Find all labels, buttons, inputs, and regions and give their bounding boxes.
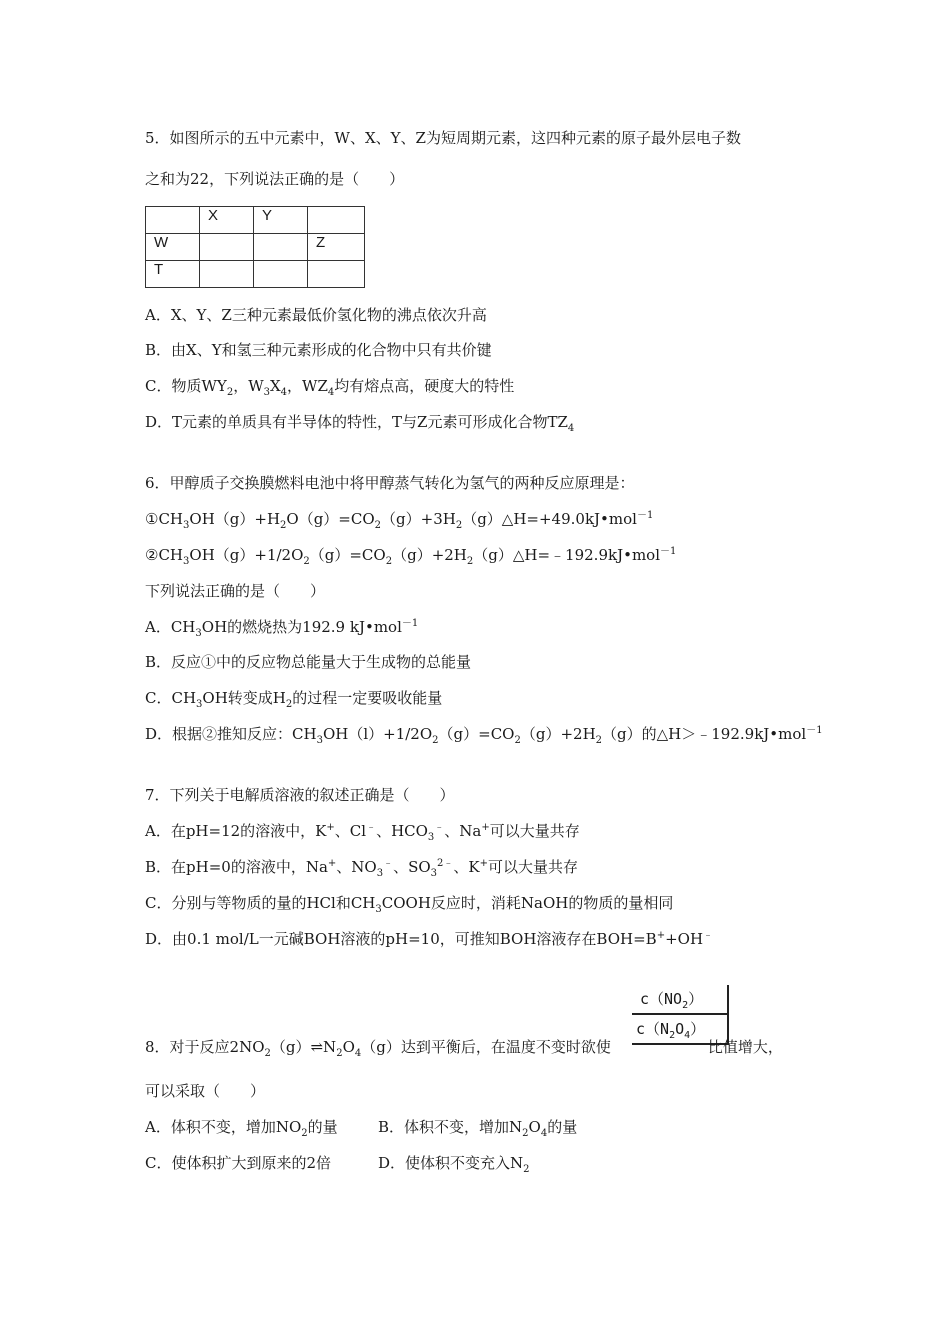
q5-option-a: A．X、Y、Z三种元素最低价氢化物的沸点依次升高 xyxy=(145,306,487,324)
q5-option-c: C．物质$WY_2$，$W_3X_4$，$WZ_4$均有熔点高，硬度大的特性 xyxy=(145,377,515,398)
fraction-right-border xyxy=(727,985,729,1045)
q8-stem-line2: 可以采取（ ） xyxy=(145,1082,266,1100)
q5-option-d: D．T元素的单质具有半导体的特性，T与Z元素可形成化合物$TZ_4$ xyxy=(145,413,575,434)
table-cell xyxy=(308,207,365,234)
table-row xyxy=(146,207,365,234)
q7-option-d: D．由0.1 mol/L一元碱BOH溶液的pH=10，可推知BOH溶液存在BOH=B++OH﹣ xyxy=(145,930,714,948)
q5-stem-line1: 5．如图所示的五中元素中，W、X、Y、Z为短周期元素，这四种元素的原子最外层电子数 xyxy=(145,129,741,147)
table-cell xyxy=(308,261,365,288)
table-cell xyxy=(200,261,254,288)
q6-option-c: C．$CH_3OH$转变成$H_2$的过程一定要吸收能量 xyxy=(145,689,443,710)
q6-reaction-1: $①CH_3OH(g)+H_2O(g)=CO_2(g)+3H_2(g)\triangle H=+49.0kJ•mol^{-1}$ xyxy=(145,510,654,531)
table-row xyxy=(146,234,365,261)
fraction-numerator: $c(NO_2)$ xyxy=(640,990,704,1011)
q5-option-b: B．由X、Y和氢三种元素形成的化合物中只有共价键 xyxy=(145,341,492,359)
periodic-table-fragment xyxy=(145,206,365,288)
q7-option-a: A．在pH=12的溶液中，K+、Cl﹣、$HCO_3^﹣$、Na+可以大量共存 xyxy=(145,822,580,843)
table-cell xyxy=(146,207,200,234)
table-cell xyxy=(200,234,254,261)
q6-reaction-2: $②CH_3OH(g)+1/2O_2(g)=CO_2(g)+2H_2(g)\triangle H=﹣192.9kJ•mol^{-1}$ xyxy=(145,546,677,567)
table-cell: Y xyxy=(254,207,308,234)
table-cell xyxy=(254,234,308,261)
q7-option-b: B．在pH=0的溶液中，Na+、$NO_3^﹣$、$SO_3^{2﹣}$、K+可以大量共存 xyxy=(145,858,579,879)
table-row xyxy=(146,261,365,288)
q8-option-c: C．使体积扩大到原来的2倍 xyxy=(145,1154,332,1172)
q8-option-d: D．使体积不变充入$N_2$ xyxy=(378,1154,530,1175)
q7-option-c: C．分别与等物质的量的HCl和$CH_3COOH$反应时，消耗NaOH的物质的量相同 xyxy=(145,894,674,915)
q6-ask: 下列说法正确的是（ ） xyxy=(145,582,326,600)
q6-option-b: B．反应①中的反应物总能量大于生成物的总能量 xyxy=(145,653,472,671)
fraction-denominator: $c(N_2O_4)$ xyxy=(636,1020,706,1041)
table-cell xyxy=(254,261,308,288)
q7-stem: 7．下列关于电解质溶液的叙述正确是（ ） xyxy=(145,786,455,804)
table-cell: X xyxy=(200,207,254,234)
q6-option-d: D．根据②推知反应：$CH_3OH(l)+1/2O_2(g)=CO_2(g)+2H_2(g)$的△H＞﹣192.9kJ•mol$^{-1}$ xyxy=(145,725,823,746)
fraction-bar xyxy=(632,1013,728,1015)
q6-option-a: A．$CH_3OH$的燃烧热为192.9 kJ•mol$^{-1}$ xyxy=(145,618,419,639)
q5-stem-line2: 之和为22，下列说法正确的是（ ） xyxy=(145,170,405,188)
q8-stem-line1: 8．对于反应$2NO_2(g)\rightleftharpoons N_2O_4(g)$达到平衡后，在温度不变时欲使 比值增大， xyxy=(145,1038,783,1059)
q8-option-a: A．体积不变，增加$NO_2$的量 xyxy=(145,1118,338,1139)
table-cell: T xyxy=(146,261,200,288)
table-cell: Z xyxy=(308,234,365,261)
q6-stem: 6．甲醇质子交换膜燃料电池中将甲醇蒸气转化为氢气的两种反应原理是： xyxy=(145,474,635,492)
q8-option-b: B．体积不变，增加$N_2O_4$的量 xyxy=(378,1118,578,1139)
table-cell: W xyxy=(146,234,200,261)
